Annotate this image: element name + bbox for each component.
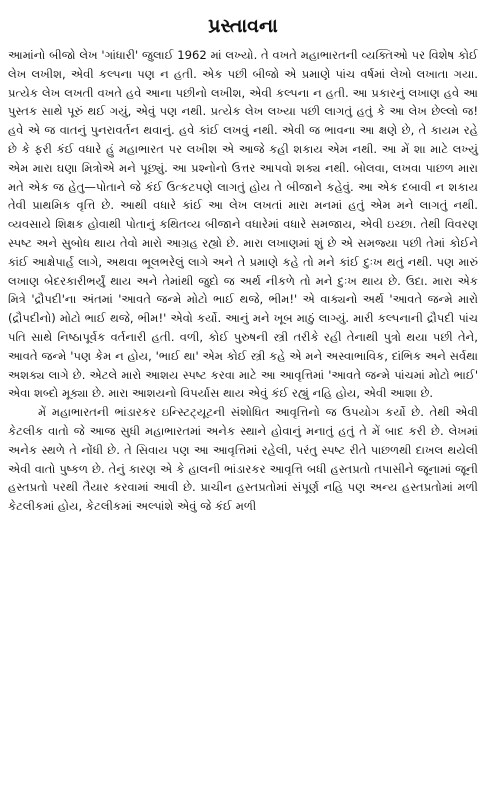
paragraph: આમાંનો બીજો લેખ 'ગાંધારી' જુલાઈ 1962 માં લખ્યો. તે વખતે મહાભારતની વ્યક્તિઓ પર વિશેષ કોઈ લેખ લખીશ, એવી કલ્પના પણ ન હતી. એક પછી બીજો એ પ્રમાણે પાંચ વર્ષમાં લેખો લખાતા ગયા. પ્રત્યેક લેખ લખતી વખતે હવે આના પછીનો લખીશ, એવી કલ્પના ન હતી. આ પ્રકારનું લખાણ હવે આ પુસ્તક સાથે પૂરું થઈ ગયું, એવું પણ નથી. પ્રત્યેક લેખ લખ્યા પછી લાગતું હતું કે આ લેખ છેલ્લો જ! હવે એ જ વાતનું પુનરાવર્તન થવાનું. હવે કાંઈ લખવું નથી. એવી જ ભાવના આ ક્ષણે છે, તે કાયમ રહે છે કે ફરી કંઈ વધારે હું મહાભારત પર લખીશ એ આજે કહી શકાય એમ નથી. આ મેં શા માટે લખ્યું એમ મારા ઘણા મિત્રોએ મને પૂછ્યું. આ પ્રશ્નોનો ઉત્તર આપવો શક્ય નથી. બોલવા, લખવા પાછળ મારા મતે એક જ હેતુ—પોતાને જે કંઈ ઉત્કટપણે લાગતું હોય તે બીજાને કહેવું. આ એક દબાવી ન શકાય તેવી પ્રાથમિક વૃત્તિ છે. આથી વધારે કાંઈ આ લેખ લખતાં મારા મનમાં હતું એમ મને લાગતું નથી. વ્યવસાયે શિક્ષક હોવાથી પોતાનું કથિતવ્ય બીજાને વધારેમાં વધારે સમજાય, એવી ઇચ્છા. તેથી વિવરણ સ્પષ્ટ અને સુબોધ થાય તેવો મારો આગ્રહ રહ્યો છે. મારા લખાણમાં શું છે એ સમજ્યા પછી તેમાં કોઈને કાંઈ આક્ષેપાર્હ લાગે, અથવા ભૂલભરેલું લાગે અને તે પ્રમાણે કહે તો મને કાંઈ દુઃખ થતું નથી. પણ મારું લખાણ બેદરકારીભર્યું થાય અને તેમાંથી જુદો જ અર્થ નીકળે તો મને દુઃખ થાય છે. ઉદા. મારા એક મિત્રે 'દ્રૌપદી'ના અંતમાં 'આવતે જન્મે મોટો ભાઈ થજે, ભીમ!' એ વાક્યનો અર્થ 'આવતે જન્મે મારો (દ્રૌપદીનો) મોટો ભાઈ થજે, ભીમ!' એવો કર્યો. આનું મને ખૂબ માઠું લાગ્યું. મારી કલ્પનાની દ્રૌપદી પાંચ પતિ સાથે નિષ્ઠાપૂર્વક વર્તનારી હતી. વળી, કોઈ પુરુષની સ્ત્રી તરીકે રહી તેનાથી પુત્રો થયા પછી તેને, આવતે જન્મે 'પણ કેમ ન હોય, 'ભાઈ થા' એમ કોઈ સ્ત્રી કહે એ મને અસ્વાભાવિક, દાંભિક અને સર્વથા અશક્ય લાગે છે. એટલે મારો આશય સ્પષ્ટ કરવા માટે આ આવૃત્તિમાં 'આવતે જન્મે પાંચમાં મોટો ભાઈ' એવા શબ્દો મૂક્યા છે. મારા આશયનો વિપર્યાસ થાય એવું કંઈ રહ્યું નહિ હોય, એવી આશા છે. xyxy=(8,48,478,401)
body-text xyxy=(8,46,478,516)
page-title: પ્રસ્તાવના xyxy=(208,15,278,37)
paragraph: મેં મહાભારતની ભાંડારકર ઇન્સ્ટિટ્યૂટની સંશોધિત આવૃત્તિનો જ ઉપયોગ કર્યો છે. તેથી એવી કેટલીક વાતો જે આજ સુધી મહાભારતમાં અનેક સ્થાને હોવાનું મનાતું હતું તે મેં બાદ કરી છે. લેખમાં અનેક સ્થળે તે નોંધી છે. તે સિવાય પણ આ આવૃત્તિમાં રહેલી, પરંતુ સ્પષ્ટ રીતે પાછળથી દાખલ થયેલી એવી વાતો પુષ્કળ છે. તેનું કારણ એ કે હાલની ભાંડારકર આવૃત્તિ બધી હસ્તપ્રતો તપાસીને જૂનામાં જૂની હસ્તપ્રતો પરથી તૈયાર કરવામાં આવી છે. પ્રાચીન હસ્તપ્રતોમાં સંપૂર્ણ નહિ પણ અન્ય હસ્તપ્રતોમાં મળી કેટલીકમાં હોય, કેટલીકમાં અલ્પાંશે એવું જે કંઈ મળી xyxy=(8,405,478,514)
